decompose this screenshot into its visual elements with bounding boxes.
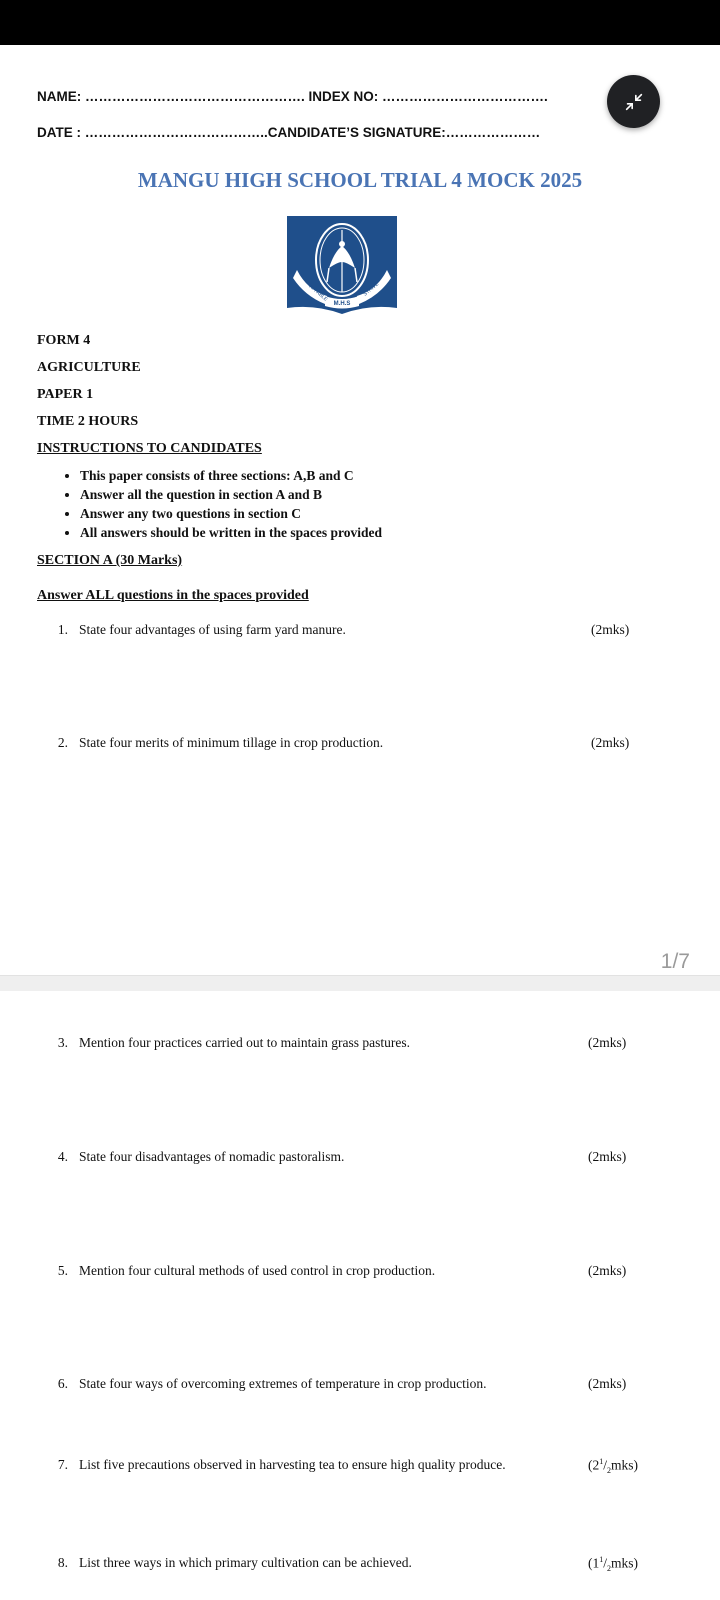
date-signature-line: DATE : …………………………………..CANDIDATE’S SIGNATURE:………………… <box>37 125 541 140</box>
instructions-list <box>60 466 382 542</box>
subject-label: AGRICULTURE <box>37 360 141 375</box>
document-page-2 <box>0 991 720 1600</box>
crest-ribbon-center: M.H.S <box>333 301 351 307</box>
collapse-icon <box>623 91 645 113</box>
question-text: State four advantages of using farm yard manure. <box>79 622 346 637</box>
question-number: 7. <box>57 1457 68 1472</box>
question-marks: (2mks) <box>588 1376 627 1391</box>
question-number: 4. <box>57 1149 68 1164</box>
name-index-line: NAME: …………………………………………. INDEX NO: ………………………………. <box>37 89 548 104</box>
question-number: 3. <box>57 1035 68 1050</box>
question-number: 6. <box>57 1376 68 1391</box>
instructions-heading: INSTRUCTIONS TO CANDIDATES <box>37 441 262 456</box>
question-marks: (2mks) <box>588 1149 627 1164</box>
top-status-bar <box>0 0 720 45</box>
question-number: 8. <box>57 1555 68 1570</box>
paper-label: PAPER 1 <box>37 387 94 402</box>
question-number: 5. <box>57 1263 68 1278</box>
instruction-item: • Answer any two questions in section C <box>80 504 382 523</box>
question-marks: (2mks) <box>588 1263 627 1278</box>
question-text: List three ways in which primary cultivation can be achieved. <box>79 1555 412 1570</box>
question-marks: (2mks) <box>591 735 630 750</box>
question-text: Mention four practices carried out to maintain grass pastures. <box>79 1035 411 1050</box>
crest-ribbon-left: AFFABLE <box>307 283 329 303</box>
page-separator <box>0 975 720 992</box>
crest-ribbon-right: STRIVE <box>362 281 381 298</box>
section-a-heading: SECTION A (30 Marks) <box>37 553 183 568</box>
instruction-item: • This paper consists of three sections: A,B and C <box>80 466 382 485</box>
exam-title: MANGU HIGH SCHOOL TRIAL 4 MOCK 2025 <box>137 168 583 192</box>
question-text: State four merits of minimum tillage in crop production. <box>79 735 384 750</box>
question-marks: $(2^1/_2mks)$ <box>588 1457 639 1476</box>
question-text: State four ways of overcoming extremes of temperature in crop production. <box>79 1376 487 1391</box>
instruction-item: • Answer all the question in section A and B <box>80 485 382 504</box>
question-text: State four disadvantages of nomadic pastoralism. <box>79 1149 345 1164</box>
section-a-subheading: Answer ALL questions in the spaces provided <box>37 588 309 603</box>
question-number: 1. <box>57 622 68 637</box>
question-marks: (2mks) <box>591 622 630 637</box>
question-text: Mention four cultural methods of used control in crop production. <box>79 1263 436 1278</box>
school-crest-logo <box>287 216 397 314</box>
form-label: FORM 4 <box>37 333 91 348</box>
collapse-fullscreen-button[interactable] <box>607 75 660 128</box>
time-label: TIME 2 HOURS <box>37 414 139 429</box>
instruction-item: • All answers should be written in the spaces provided <box>80 523 382 542</box>
question-text: List five precautions observed in harvesting tea to ensure high quality produce. <box>79 1457 506 1472</box>
question-number: 2. <box>57 735 68 750</box>
question-marks: $(1^1/_2mks)$ <box>588 1555 639 1574</box>
page-indicator: 1/7 <box>660 950 690 973</box>
question-marks: (2mks) <box>588 1035 627 1050</box>
